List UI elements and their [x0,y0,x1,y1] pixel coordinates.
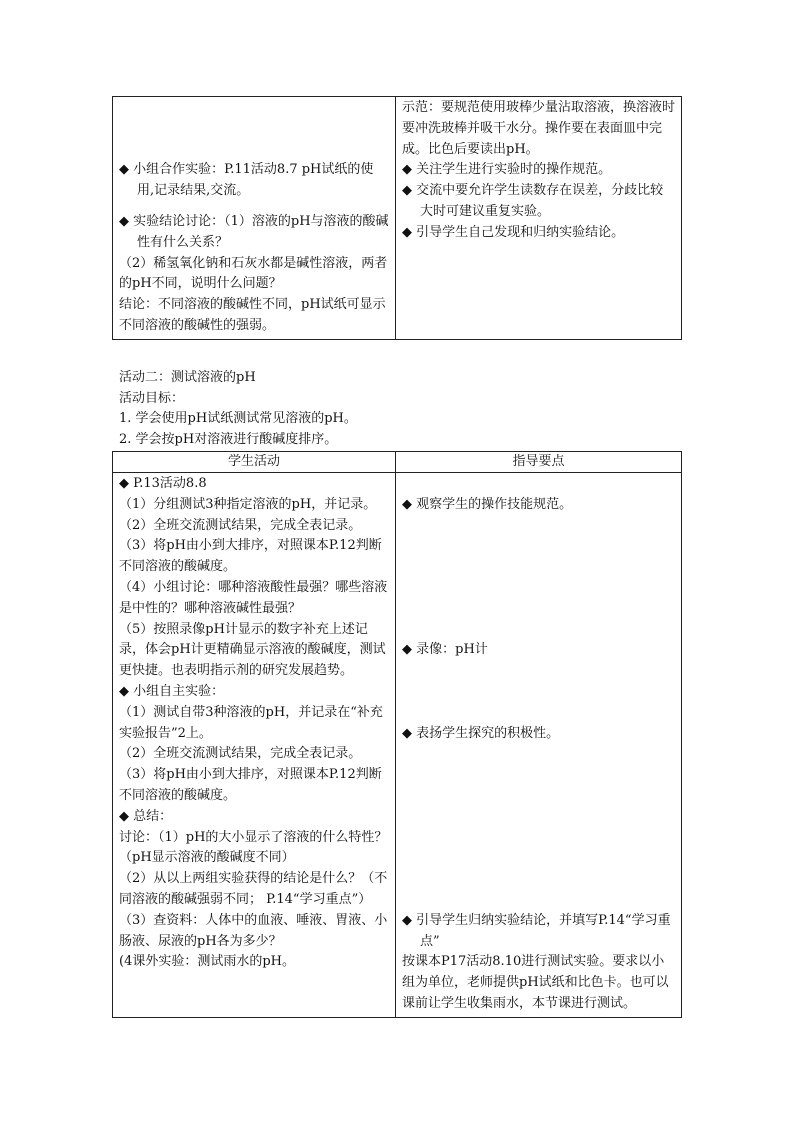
student-activity-cell [113,473,396,1018]
activity-step: （5）按照录像pH计显示的数字补充上述记录，体会pH计更精确显示溶液的酸碱度，测试更快捷。也表明指示剂的研究发展趋势。 [119,621,386,679]
rain-test-guidance: 按课本P17活动8.10进行测试实验。要求以小组为单位，老师提供pH试纸和比色卡。也可以课前让学生收集雨水，本节课进行测试。 [402,954,669,1011]
group-experiment-bullet: ◆ 小组合作实验：P.11活动8.7 pH试纸的使用,记录结果,交流。 [119,162,374,199]
guidance-bullet-1: ◆ 关注学生进行实验时的操作规范。 [402,162,612,178]
guidance-cell [396,97,682,340]
activity-goal-1: 1. 学会使用pH试纸测试常见溶液的pH。 [119,411,357,426]
self-experiment-bullet: ◆ 小组自主实验： [119,683,225,699]
summary-bullet: ◆ 总结： [119,808,173,824]
summary-step: （2）从以上两组实验获得的结论是什么？（不同溶液的酸碱强弱不同； P.14“学习重点”） [119,871,388,907]
guidance-bullet-2: ◆ 录像：pH计 [402,642,488,658]
lesson-table-2 [112,451,682,1018]
discussion-question-2: （2）稀氢氧化钠和石灰水都是碱性溶液，两者的pH不同，说明什么问题？ [119,255,388,292]
guidance-bullet-1: ◆ 观察学生的操作技能规范。 [402,496,573,512]
guidance-bullet-2: ◆ 交流中要允许学生读数存在误差，分歧比较大时可建议重复实验。 [402,183,664,219]
activity-8-8-bullet: ◆ P.13活动8.8 [119,476,207,491]
conclusion-discussion-bullet: ◆ 实验结论讨论：（1）溶液的pH与溶液的酸碱性有什么关系？ [119,213,389,250]
demo-text: 示范：要规范使用玻棒少量沾取溶液，换溶液时要冲洗玻棒并吸干水分。操作要在表面皿中完成。比色后要读出pH。 [402,100,676,157]
activity-two-intro [119,368,357,450]
conclusion-text: 结论：不同溶液的酸碱性不同，pH试纸可显示不同溶液的酸碱性的强弱。 [119,297,386,333]
activity-step: （1）测试自带3种溶液的pH，并记录在“补充实验报告”2上。 [119,704,383,741]
activity-step: （4）小组讨论：哪种溶液酸性最强？哪些溶液是中性的？哪种溶液碱性最强？ [119,579,388,616]
activity-goal-heading: 活动目标： [119,390,185,406]
header-student-activity: 学生活动 [113,452,396,473]
activity-step: （2）全班交流测试结果，完成全表记录。 [119,746,362,762]
summary-step: （3）查资料：人体中的血液、唾液、胃液、小肠液、尿液的pH各为多少？ [119,912,388,949]
activity-step: （3）将pH由小到大排序，对照课本P.12判断不同溶液的酸碱度。 [119,538,382,575]
activity-step: （2）全班交流测试结果，完成全表记录。 [119,517,362,533]
activity-goal-2: 2. 学会按pH对溶液进行酸碱度排序。 [119,431,338,447]
guidance-bullet-3: ◆ 表扬学生探究的积极性。 [402,725,560,741]
guidance-bullet-4: ◆ 引导学生归纳实验结论，并填写P.14“学习重点” [402,912,671,949]
guidance-cell [396,473,682,1018]
activity-two-title: 活动二：测试溶液的pH [119,370,256,385]
summary-step: (4课外实验：测试雨水的pH。 [119,954,296,970]
header-guidance: 指导要点 [396,452,682,473]
lesson-table-1 [112,96,682,340]
activity-step: （1）分组测试3种指定溶液的pH，并记录。 [119,496,377,512]
activity-step: （3）将pH由小到大排序，对照课本P.12判断不同溶液的酸碱度。 [119,767,382,803]
student-activity-cell [113,97,396,340]
guidance-bullet-3: ◆ 引导学生自己发现和归纳实验结论。 [402,224,625,240]
summary-step: 讨论：（1）pH的大小显示了溶液的什么特性？（pH显示溶液的酸碱度不同） [119,829,388,866]
